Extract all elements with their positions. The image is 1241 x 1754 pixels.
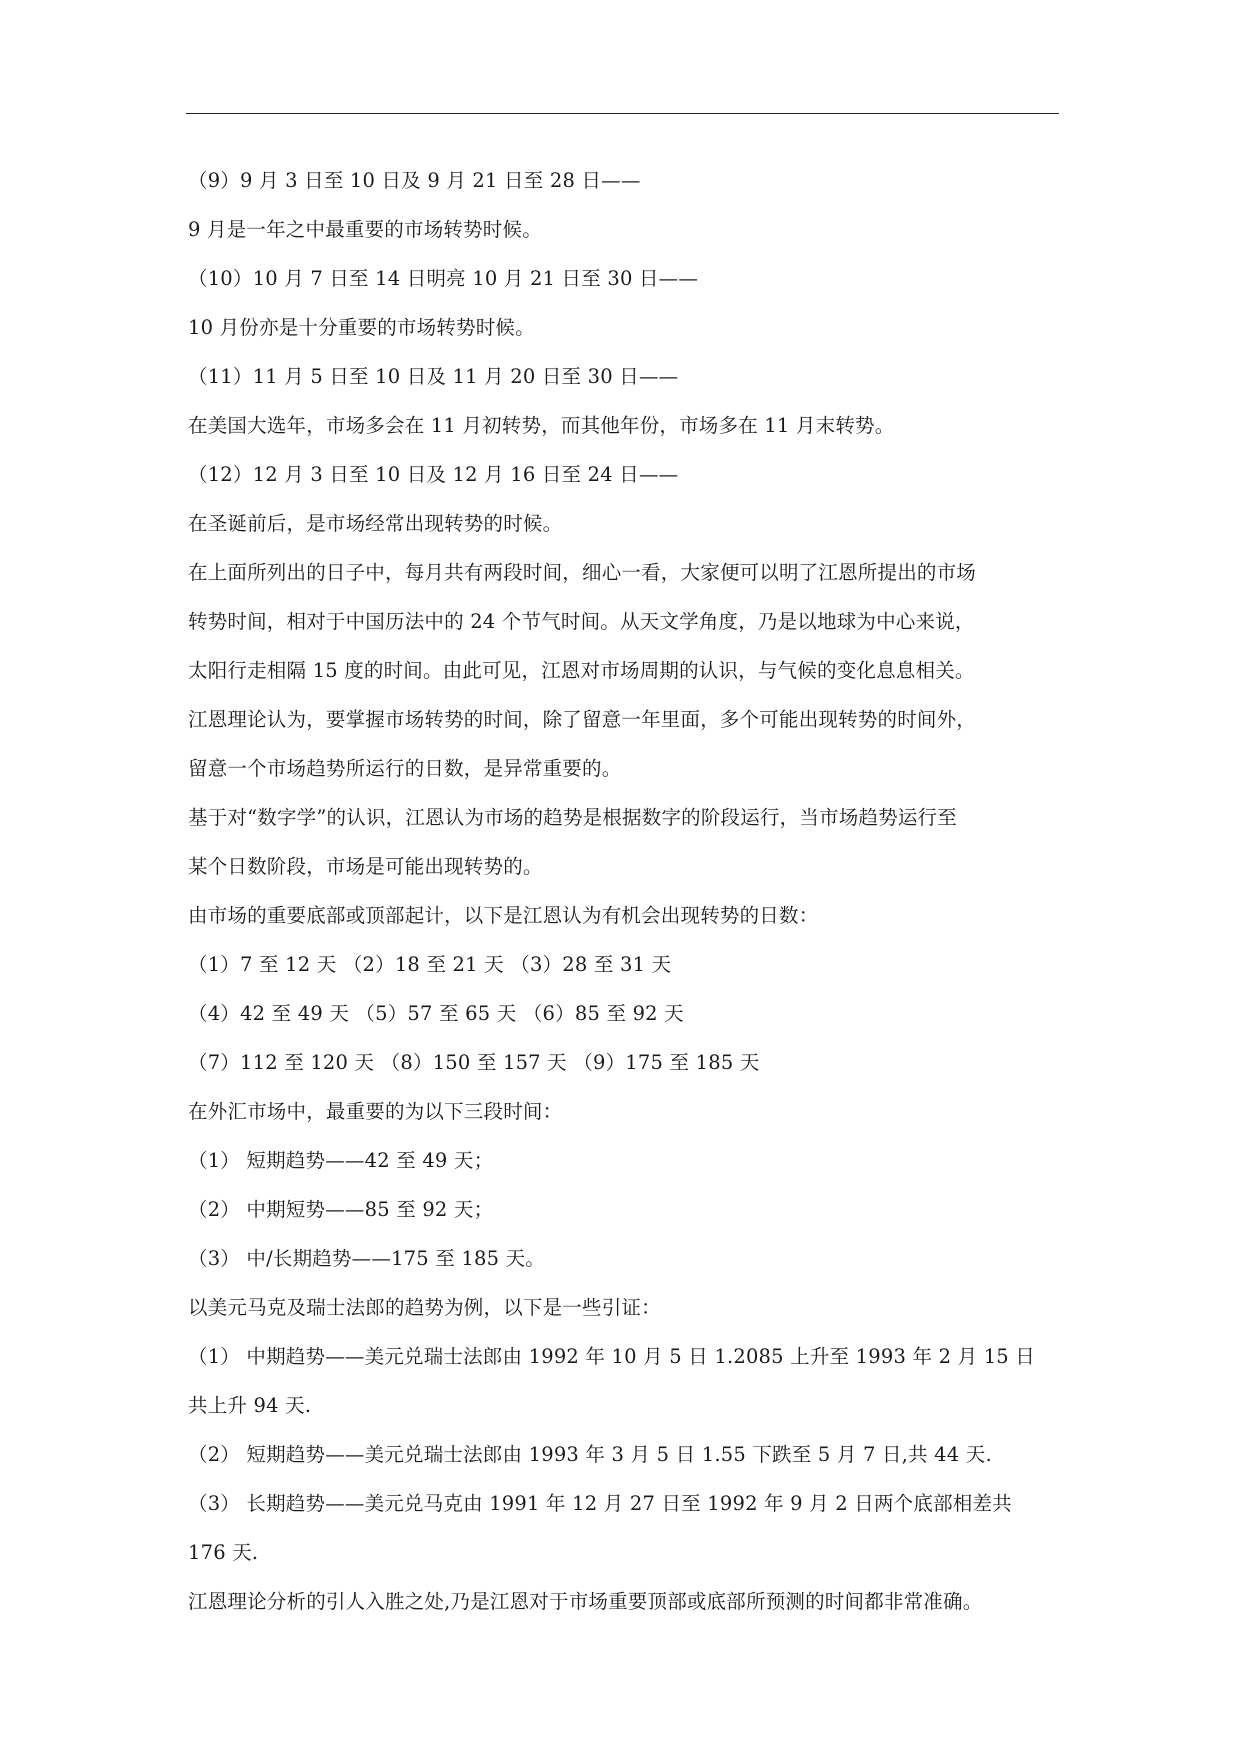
text-line: 在美国大选年，市场多会在 11 月初转势，而其他年份，市场多在 11 月末转势。 (188, 414, 895, 437)
text-line: （2） 短期趋势——美元兑瑞士法郎由 1993 年 3 月 5 日 1.55 下跌至 5 月 7 日,共 44 天. (188, 1443, 992, 1466)
text-line: （1） 短期趋势——42 至 49 天； (188, 1149, 494, 1172)
text-line: 江恩理论认为，要掌握市场转势的时间，除了留意一年里面，多个可能出现转势的时间外， (188, 708, 977, 731)
document-body (188, 156, 1068, 1626)
text-line: （10）10 月 7 日至 14 日明亮 10 月 21 日至 30 日—— (188, 267, 699, 290)
text-line: （3） 中/长期趋势——175 至 185 天。 (188, 1247, 546, 1270)
text-line: 太阳行走相隔 15 度的时间。由此可见，江恩对市场周期的认识，与气候的变化息息相关。 (188, 659, 975, 682)
text-line: 由市场的重要底部或顶部起计，以下是江恩认为有机会出现转势的日数： (188, 904, 819, 927)
header-rule (186, 113, 1059, 114)
text-line: 在上面所列出的日子中，每月共有两段时间，细心一看，大家便可以明了江恩所提出的市场 (188, 561, 977, 584)
text-line: 基于对“数字学”的认识，江恩认为市场的趋势是根据数字的阶段运行，当市场趋势运行至 (188, 806, 957, 829)
text-line: （1）7 至 12 天 （2）18 至 21 天 （3）28 至 31 天 (188, 953, 672, 976)
text-line: （2） 中期短势——85 至 92 天； (188, 1198, 494, 1221)
text-line: 9 月是一年之中最重要的市场转势时候。 (188, 218, 542, 241)
text-line: （9）9 月 3 日至 10 日及 9 月 21 日至 28 日—— (188, 169, 641, 192)
text-line: 10 月份亦是十分重要的市场转势时候。 (188, 316, 535, 339)
text-line: 某个日数阶段，市场是可能出现转势的。 (188, 855, 543, 878)
text-line: （7）112 至 120 天 （8）150 至 157 天 （9）175 至 185 天 (188, 1051, 760, 1074)
text-line: 在圣诞前后，是市场经常出现转势的时候。 (188, 512, 563, 535)
text-line: （12）12 月 3 日至 10 日及 12 月 16 日至 24 日—— (188, 463, 679, 486)
text-line: （11）11 月 5 日至 10 日及 11 月 20 日至 30 日—— (188, 365, 679, 388)
text-line: （3） 长期趋势——美元兑马克由 1991 年 12 月 27 日至 1992 年 9 月 2 日两个底部相差共 (188, 1492, 1012, 1515)
text-line: （4）42 至 49 天 （5）57 至 65 天 （6）85 至 92 天 (188, 1002, 684, 1025)
text-line: 以美元马克及瑞士法郎的趋势为例，以下是一些引证： (188, 1296, 661, 1319)
text-line: 留意一个市场趋势所运行的日数，是异常重要的。 (188, 757, 622, 780)
text-line: 176 天. (188, 1541, 259, 1564)
text-line: 江恩理论分析的引人入胜之处,乃是江恩对于市场重要顶部或底部所预测的时间都非常准确。 (188, 1590, 983, 1613)
text-line: 在外汇市场中，最重要的为以下三段时间： (188, 1100, 563, 1123)
text-line: （1） 中期趋势——美元兑瑞士法郎由 1992 年 10 月 5 日 1.2085 上升至 1993 年 2 月 15 日 (188, 1345, 1036, 1368)
text-line: 共上升 94 天. (188, 1394, 312, 1417)
text-line: 转势时间，相对于中国历法中的 24 个节气时间。从天文学角度，乃是以地球为中心来说， (188, 610, 975, 633)
